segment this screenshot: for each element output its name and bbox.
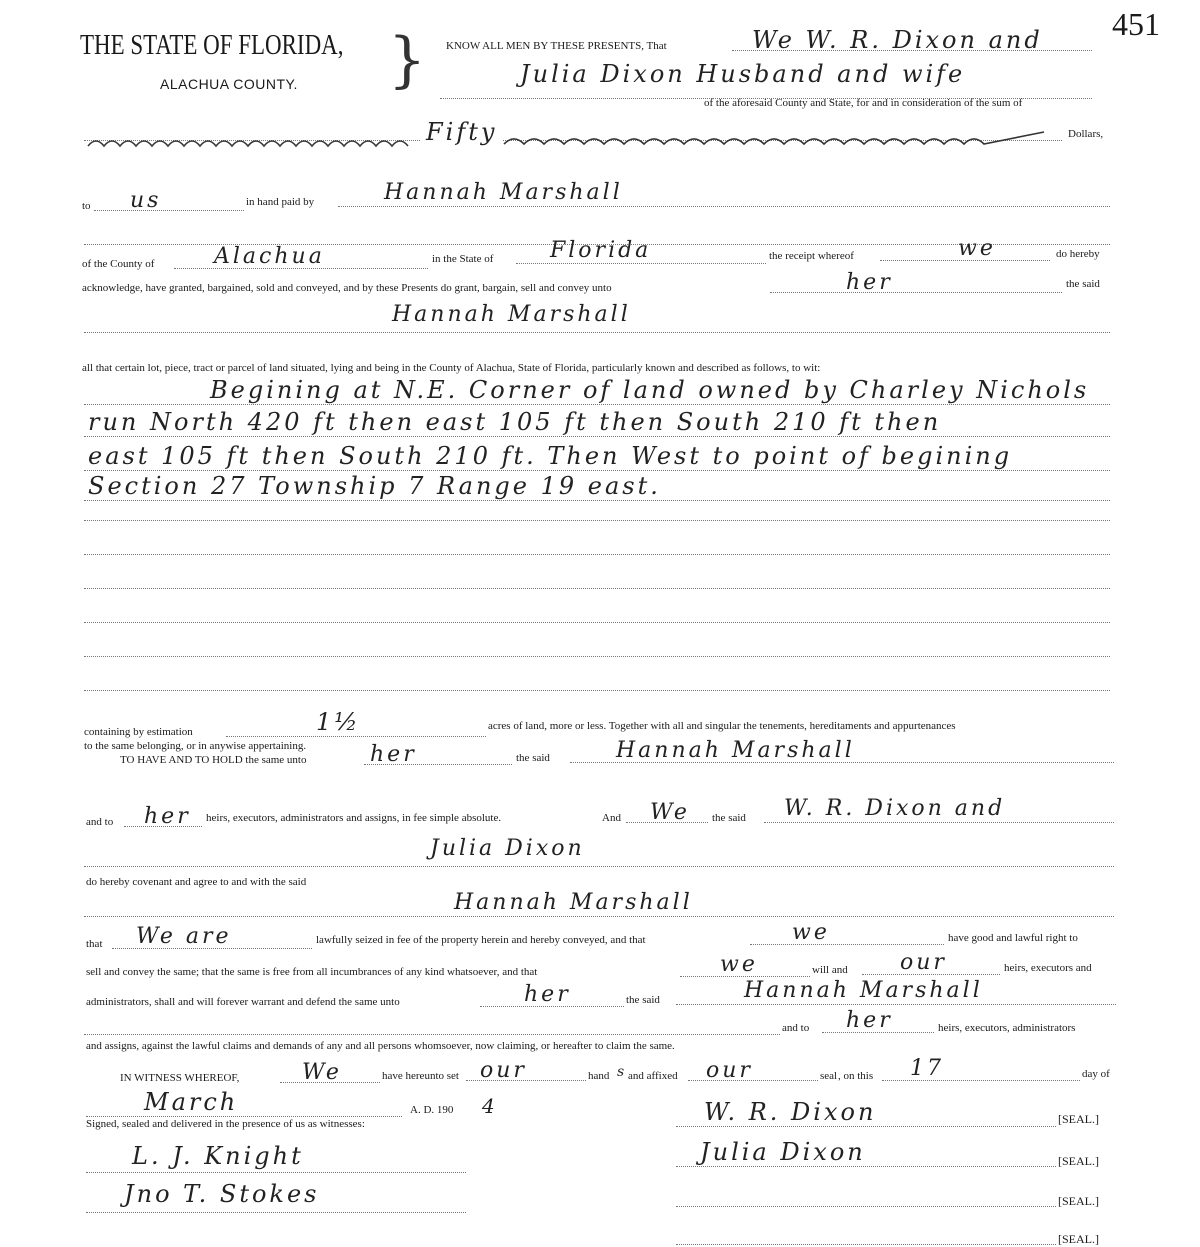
to-have-text: TO HAVE AND TO HOLD the same unto [120, 754, 307, 766]
to-text: to [82, 200, 91, 212]
and-affixed-text: and affixed [628, 1070, 678, 1082]
rule [516, 263, 766, 264]
page-number: 451 [1112, 6, 1160, 42]
will-and-text: will and [812, 964, 848, 976]
have-good-text: have good and lawful right to [948, 932, 1078, 944]
rule [84, 866, 1114, 867]
have-hold-said: Hannah Marshall [616, 738, 855, 763]
seal-1: [SEAL.] [1058, 1112, 1099, 1126]
covenant-text: do hereby covenant and agree to and with the said [86, 876, 307, 888]
dollars-text: Dollars, [1068, 128, 1104, 140]
signed-sealed-text: Signed, sealed and delivered in the presence of us as witnesses: [86, 1118, 365, 1130]
and-text: And [602, 812, 621, 824]
set-our: our [480, 1058, 527, 1083]
acres-text: acres of land, more or less. Together with all and singular the tenements, hereditaments and appurtenances [488, 720, 956, 732]
rule [226, 736, 486, 737]
covenant-with-name: Hannah Marshall [454, 890, 693, 915]
county-of-text: of the County of [82, 258, 155, 270]
affixed-our: our [706, 1058, 753, 1083]
to-whom: us [130, 188, 162, 213]
rule [84, 656, 1110, 657]
sum-scribble [84, 124, 1064, 154]
that-text: that [86, 938, 103, 950]
paid-by-name: Hannah Marshall [384, 180, 623, 205]
containing-text: containing by estimation [84, 726, 193, 738]
seal-text: seal [820, 1070, 838, 1082]
acres-value: 1½ [316, 708, 361, 736]
and-that-we: we [792, 920, 830, 945]
rule [764, 822, 1114, 823]
grantee-name: Hannah Marshall [392, 302, 631, 327]
signature-1: W. R. Dixon [704, 1098, 877, 1126]
rule [676, 1126, 1056, 1127]
rule [84, 588, 1110, 589]
and-we-value: We [650, 800, 690, 825]
description-line-2: run North 420 ft then east 105 ft then South 210 ft then [88, 408, 942, 436]
county-value: Alachua [214, 244, 325, 269]
and-to-text-2: and to [782, 1022, 810, 1034]
rule [94, 210, 244, 211]
rule [676, 1244, 1056, 1245]
lawfully-seized-text: lawfully seized in fee of the property herein and hereby conveyed, and that [316, 934, 646, 946]
rule [338, 206, 1110, 207]
witness-we: We [302, 1060, 342, 1085]
know-all-men: KNOW ALL MEN BY THESE PRESENTS, That [446, 40, 667, 52]
rule [84, 500, 1110, 501]
covenantors-line-2: Julia Dixon [430, 836, 585, 861]
acknowledge-text: acknowledge, have granted, bargained, sold and conveyed, and by these Presents do grant, bargain, sell and convey unto [82, 282, 612, 294]
rule [84, 916, 1114, 917]
description-line-4: Section 27 Township 7 Range 19 east. [88, 472, 661, 500]
to-the-same-text: to the same belonging, or in anywise appertaining. [84, 740, 307, 752]
rule [84, 404, 1110, 405]
receipt-we: we [958, 236, 996, 261]
grantors-line-2: Julia Dixon Husband and wife [520, 60, 966, 88]
rule [676, 1206, 1056, 1207]
sell-convey-text: sell and convey the same; that the same is free from all incumbrances of any kind whatsoever, and that [86, 966, 538, 978]
hand-s: s [617, 1064, 625, 1080]
grantors-line-1: We W. R. Dixon and [752, 26, 1043, 54]
seal-3: [SEAL.] [1058, 1194, 1099, 1208]
day-of-text: day of [1082, 1068, 1110, 1080]
state-value: Florida [550, 238, 652, 263]
defend-unto: her [524, 982, 571, 1007]
the-said-text-3: the said [712, 812, 746, 824]
rule [86, 1172, 466, 1173]
witness-2: Jno T. Stokes [124, 1180, 320, 1208]
description-line-3: east 105 ft then South 210 ft. Then West to point of begining [88, 442, 1013, 470]
rule [84, 520, 1110, 521]
rule [86, 1116, 402, 1117]
and-assigns-text: and assigns, against the lawful claims and demands of any and all persons whomsoever, now claiming, or hereafter to claim the same. [86, 1040, 675, 1052]
rule [86, 1212, 466, 1213]
brace-glyph: } [388, 25, 427, 95]
sum-amount: Fifty [420, 118, 503, 146]
rule [84, 554, 1110, 555]
and-to-value: her [144, 804, 191, 829]
convey-unto-value: her [846, 270, 893, 295]
on-this-text: , on this [838, 1070, 874, 1082]
rule [676, 1166, 1056, 1167]
have-hold-unto: her [370, 742, 417, 767]
have-hereunto-text: have hereunto set [382, 1070, 459, 1082]
rule [676, 1004, 1116, 1005]
covenantors-line-1: W. R. Dixon and [784, 796, 1006, 821]
hand-text: hand [588, 1070, 610, 1082]
defend-said: Hannah Marshall [744, 978, 983, 1003]
year-digit: 4 [482, 1094, 495, 1118]
all-that-certain-text: all that certain lot, piece, tract or parcel of land situated, lying and being in the County of Alachua, State of Florida, particularly known and described as follows, to wit: [82, 362, 821, 374]
day-value: 17 [910, 1056, 944, 1081]
heirs-executors-text: heirs, executors, administrators and assigns, in fee simple absolute. [206, 812, 502, 824]
and-to-her: her [846, 1008, 893, 1033]
state-of-text: in the State of [432, 253, 494, 265]
the-said-text: the said [1066, 278, 1100, 290]
rule [84, 622, 1110, 623]
county-title: ALACHUA COUNTY. [160, 76, 298, 92]
rule [750, 944, 944, 945]
rule [84, 1034, 780, 1035]
aforesaid-text: of the aforesaid County and State, for and in consideration of the sum of [704, 97, 1023, 109]
receipt-whereof-text: the receipt whereof [769, 250, 854, 262]
seal-4: [SEAL.] [1058, 1232, 1099, 1246]
in-hand-paid-text: in hand paid by [246, 196, 315, 208]
witness-1: L. J. Knight [132, 1142, 304, 1170]
administrators-shall-text: administrators, shall and will forever warrant and defend the same unto [86, 996, 400, 1008]
seal-2: [SEAL.] [1058, 1154, 1099, 1168]
rule [84, 690, 1110, 691]
and-to-text: and to [86, 816, 114, 828]
will-and-our: our [900, 950, 947, 975]
rule [84, 470, 1110, 471]
the-said-text-2: the said [516, 752, 550, 764]
signature-2: Julia Dixon [700, 1138, 866, 1166]
month-value: March [144, 1088, 239, 1116]
rule [770, 292, 1062, 293]
sell-we: we [720, 952, 758, 977]
rule [84, 436, 1110, 437]
in-witness-text: IN WITNESS WHEREOF, [120, 1072, 240, 1084]
ad-text: A. D. 190 [410, 1104, 454, 1116]
the-said-text-4: the said [626, 994, 660, 1006]
that-we-are: We are [136, 924, 232, 949]
heirs-exec-text: heirs, executors and [1004, 962, 1092, 974]
do-hereby-text: do hereby [1056, 248, 1100, 260]
rule [84, 332, 1110, 333]
state-title: THE STATE OF FLORIDA, [80, 30, 344, 61]
description-line-1: Begining at N.E. Corner of land owned by Charley Nichols [210, 376, 1090, 404]
heirs-exec-admin-text: heirs, executors, administrators [938, 1022, 1076, 1034]
